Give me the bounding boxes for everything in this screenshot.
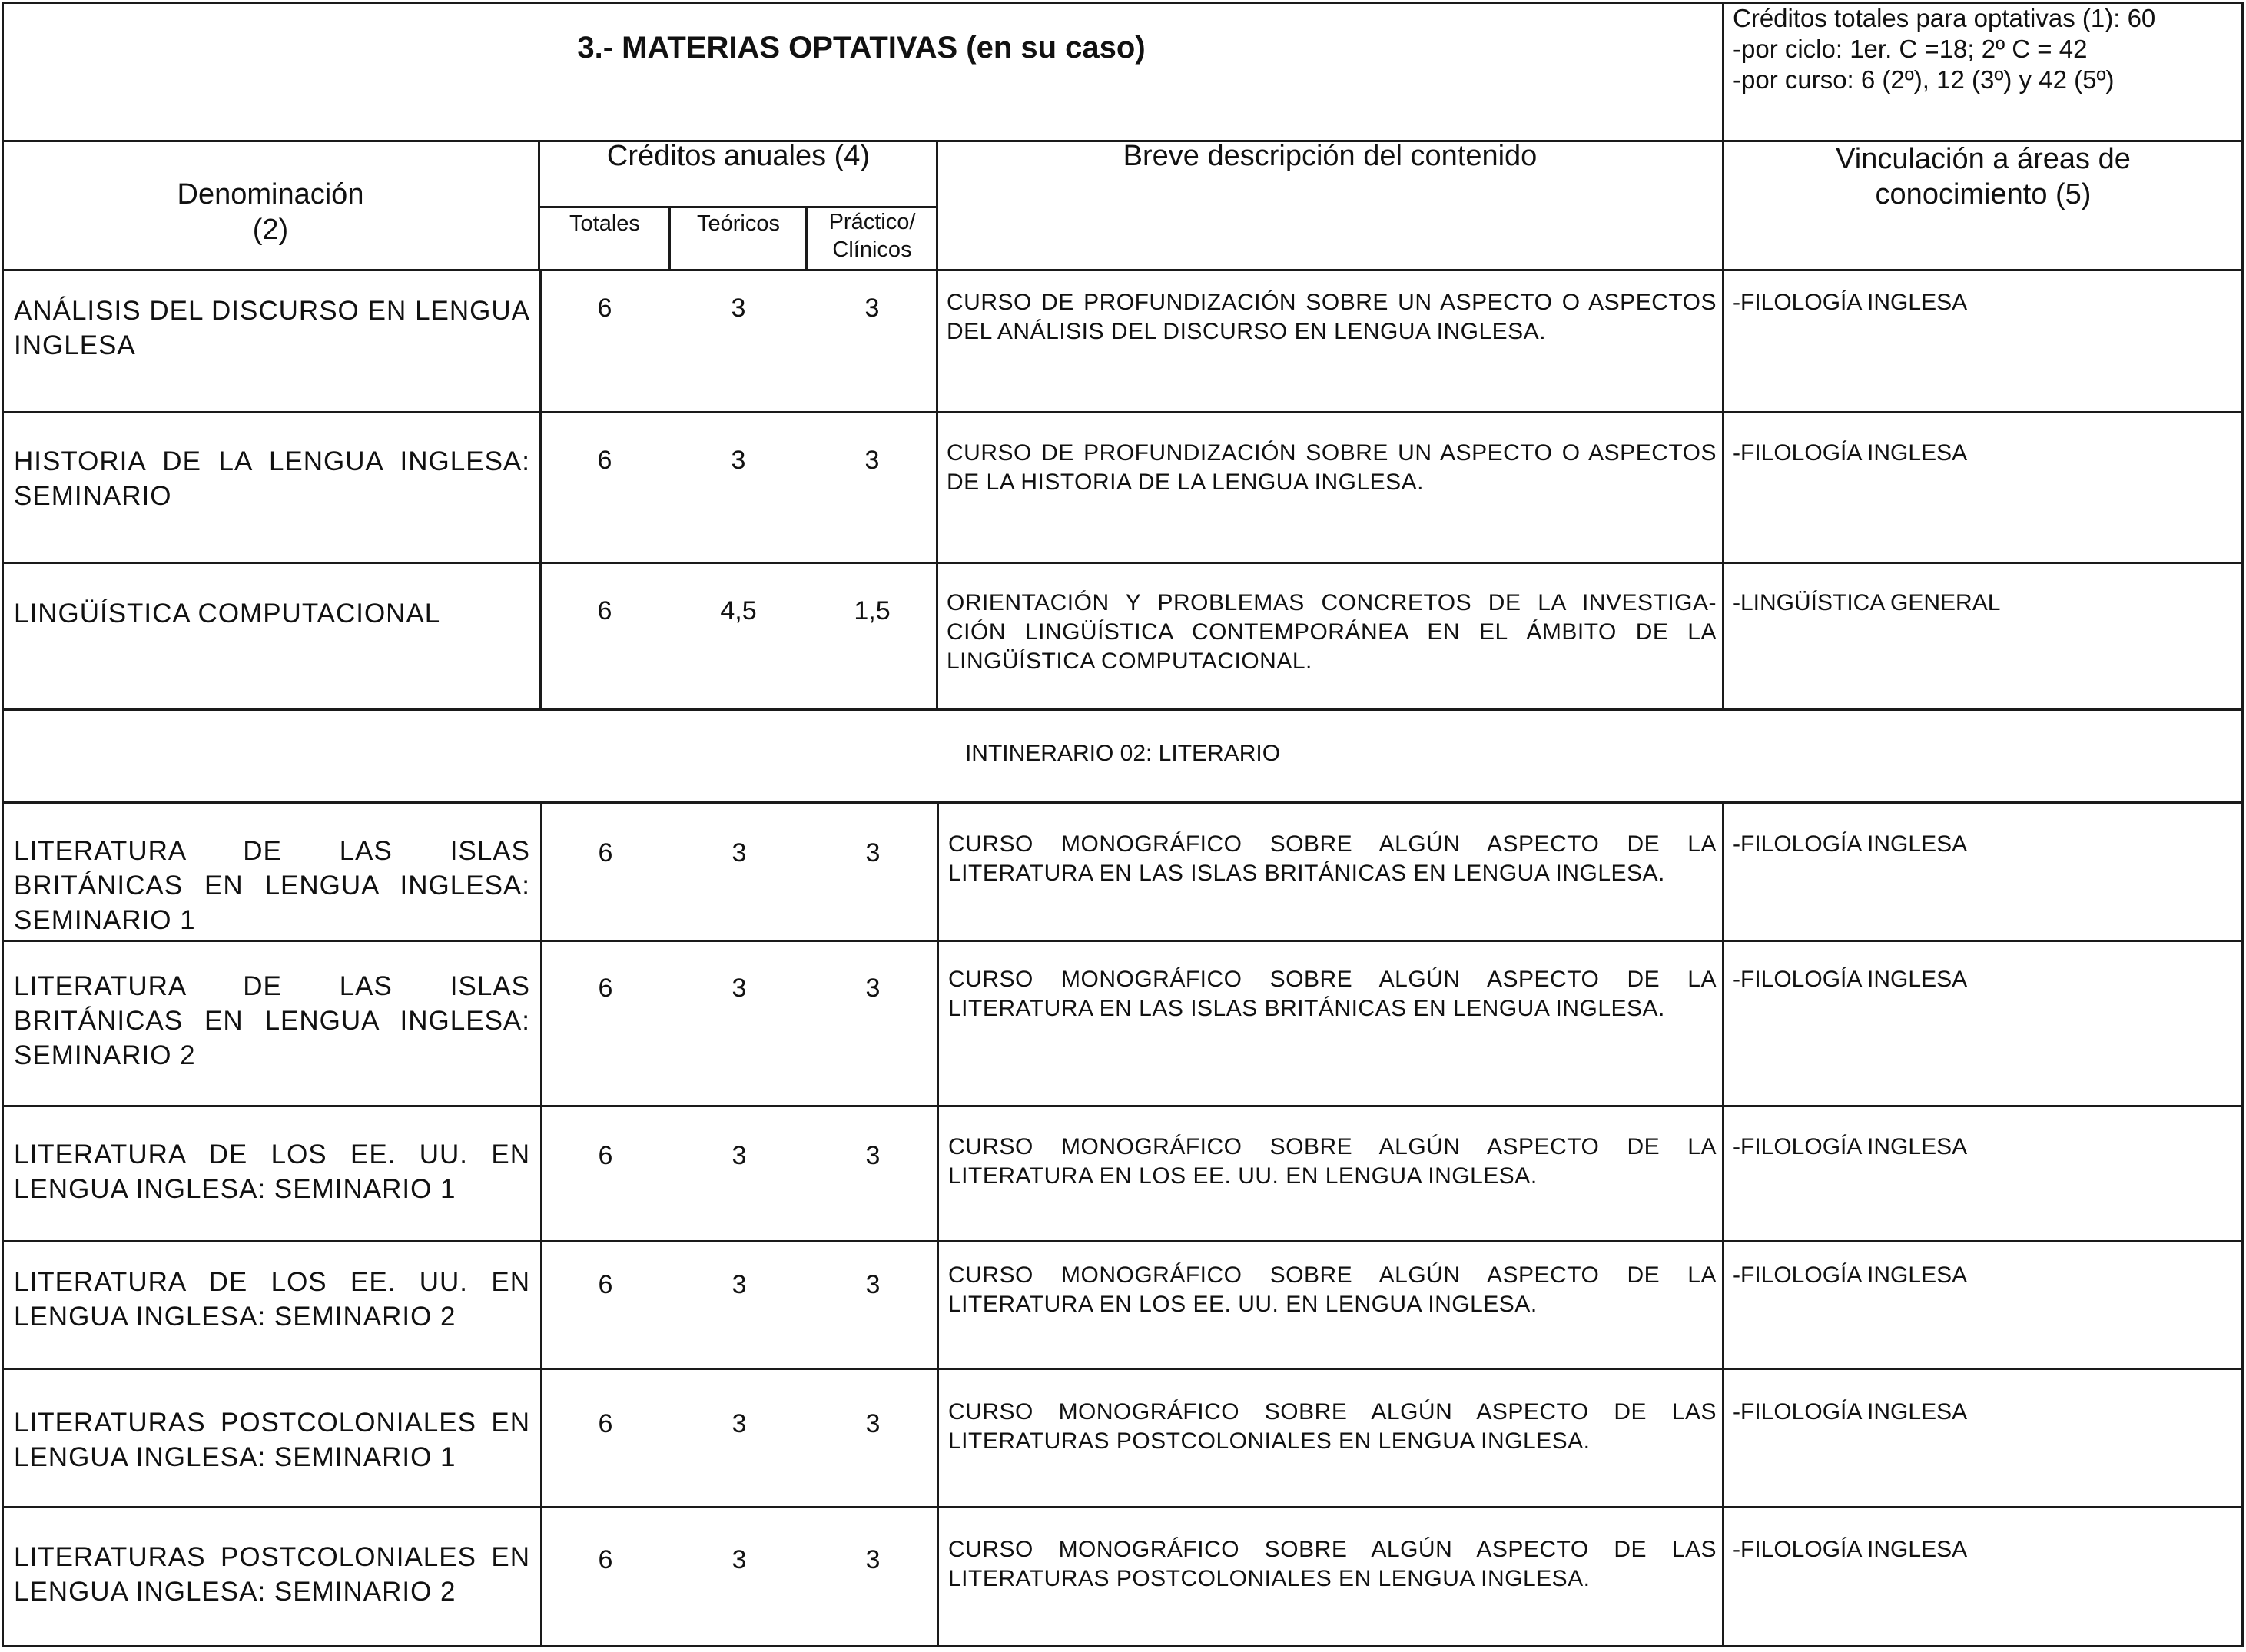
rule-row-4 <box>2 940 2244 942</box>
itinerary-heading: INTINERARIO 02: LITERARIO <box>964 741 1281 766</box>
row-teoricos: 3 <box>732 1141 747 1170</box>
col-teoricos: Teóricos <box>697 211 780 236</box>
col-denominacion-label: Denominación <box>177 178 364 211</box>
row-area: -FILOLOGÍA INGLESA <box>1733 290 1968 315</box>
rule-col-e-s1 <box>1722 269 1724 710</box>
rule-left <box>2 2 4 1647</box>
row-practicos: 3 <box>865 1409 881 1438</box>
totals-note <box>1733 3 2240 95</box>
rule-columns-bottom <box>2 269 2244 271</box>
row-area: -FILOLOGÍA INGLESA <box>1733 967 1968 992</box>
row-area: -FILOLOGÍA INGLESA <box>1733 831 1968 857</box>
rule-row-7 <box>2 1368 2244 1370</box>
col-creditos: Créditos anuales (4) <box>606 140 871 172</box>
row-practicos: 3 <box>865 1545 881 1574</box>
row-totales: 6 <box>597 446 612 475</box>
row-name: ANÁLISIS DEL DISCURSO EN LENGUA INGLESA <box>14 296 530 360</box>
row-descripcion: CURSO MONOGRÁFICO SOBRE ALGÚN ASPECTO DE LA LITERATURA EN LAS ISLAS BRITÁNICAS EN LENGUA INGLESA. <box>948 831 1717 886</box>
col-denominacion-ref: (2) <box>252 214 289 246</box>
row-practicos: 3 <box>865 838 881 867</box>
row-practicos: 3 <box>865 1141 881 1170</box>
row-name: LITERATURA DE LOS EE. UU. EN LENGUA INGLESA: SEMINARIO 1 <box>14 1139 530 1204</box>
row-name: LITERATURA DE LAS ISLAS BRITÁNICAS EN LENGUA INGLESA: SEMINARIO 1 <box>14 836 530 935</box>
rule-row-2 <box>2 562 2244 564</box>
rule-right <box>2241 2 2244 1647</box>
row-totales: 6 <box>598 1545 613 1574</box>
col-vinculacion-line: Vinculación a áreas de <box>1836 143 2131 175</box>
row-totales: 6 <box>598 1141 613 1170</box>
row-practicos: 3 <box>865 1270 881 1299</box>
row-name: LITERATURA DE LAS ISLAS BRITÁNICAS EN LENGUA INGLESA: SEMINARIO 2 <box>14 971 530 1070</box>
row-teoricos: 3 <box>731 446 746 475</box>
col-practicos-line: Clínicos <box>832 237 912 262</box>
row-descripcion: CURSO MONOGRÁFICO SOBRE ALGÚN ASPECTO DE LA LITERATURA EN LAS ISLAS BRITÁNICAS EN LENGUA INGLESA. <box>948 967 1717 1021</box>
row-practicos: 3 <box>864 446 880 475</box>
row-descripcion: CURSO MONOGRÁFICO SOBRE ALGÚN ASPECTO DE LA LITERATURA EN LOS EE. UU. EN LENGUA INGLESA. <box>948 1262 1717 1317</box>
rule-row-1 <box>2 411 2244 413</box>
row-area: -FILOLOGÍA INGLESA <box>1733 1399 1968 1425</box>
row-totales: 6 <box>598 1409 613 1438</box>
rule-col-a-s2 <box>540 801 542 1647</box>
row-name: LITERATURAS POSTCOLONIALES EN LENGUA INGLESA: SEMINARIO 2 <box>14 1542 530 1607</box>
rule-bottom <box>2 1645 2244 1647</box>
col-practicos-line: Práctico/ <box>828 210 916 234</box>
row-descripcion: ORIENTACIÓN Y PROBLEMAS CONCRETOS DE LA INVESTIGA- CIÓN LINGÜÍSTICA CONTEMPORÁNEA EN EL ÁMBITO DE LA LINGÜÍSTICA COMPUTACIONAL. <box>947 590 1717 674</box>
row-name: LITERATURA DE LOS EE. UU. EN LENGUA INGLESA: SEMINARIO 2 <box>14 1267 530 1332</box>
row-teoricos: 3 <box>732 838 747 867</box>
row-practicos: 3 <box>865 974 881 1003</box>
row-area: -LINGÜÍSTICA GENERAL <box>1733 590 2001 615</box>
col-descripcion: Breve descripción del contenido <box>1123 140 1538 172</box>
row-practicos: 1,5 <box>854 596 891 625</box>
col-practicos <box>807 208 937 264</box>
row-descripcion: CURSO MONOGRÁFICO SOBRE ALGÚN ASPECTO DE LAS LITERATURAS POSTCOLONIALES EN LENGUA INGLESA. <box>948 1399 1717 1454</box>
rule-row-6 <box>2 1240 2244 1242</box>
row-area: -FILOLOGÍA INGLESA <box>1733 1134 1968 1159</box>
rule-col-d-s1 <box>936 269 938 710</box>
page-title: 3.- MATERIAS OPTATIVAS (en su caso) <box>577 31 1146 65</box>
row-teoricos: 3 <box>731 294 746 323</box>
rule-row-3 <box>2 708 2244 711</box>
rule-col-d-s2 <box>937 801 939 1647</box>
row-descripcion: CURSO DE PROFUNDIZACIÓN SOBRE UN ASPECTO O ASPECTOS DE LA HISTORIA DE LA LENGUA INGLESA. <box>947 440 1717 495</box>
col-vinculacion <box>1723 141 2243 212</box>
row-descripcion: CURSO MONOGRÁFICO SOBRE ALGÚN ASPECTO DE LAS LITERATURAS POSTCOLONIALES EN LENGUA INGLESA. <box>948 1537 1717 1591</box>
row-descripcion: CURSO DE PROFUNDIZACIÓN SOBRE UN ASPECTO O ASPECTOS DEL ANÁLISIS DEL DISCURSO EN LENGUA INGLESA. <box>947 290 1717 344</box>
rule-header-split <box>1722 2 1724 141</box>
col-denominacion <box>2 177 539 247</box>
row-descripcion: CURSO MONOGRÁFICO SOBRE ALGÚN ASPECTO DE LA LITERATURA EN LOS EE. UU. EN LENGUA INGLESA. <box>948 1134 1717 1189</box>
row-totales: 6 <box>597 294 612 323</box>
row-area: -FILOLOGÍA INGLESA <box>1733 1262 1968 1288</box>
rule-row-5 <box>2 1105 2244 1107</box>
row-area: -FILOLOGÍA INGLESA <box>1733 1537 1968 1562</box>
row-name: LINGÜÍSTICA COMPUTACIONAL <box>14 599 441 629</box>
row-area: -FILOLOGÍA INGLESA <box>1733 440 1968 466</box>
row-teoricos: 3 <box>732 1270 747 1299</box>
row-totales: 6 <box>598 974 613 1003</box>
rule-row-8 <box>2 1506 2244 1508</box>
rule-col-e-s2 <box>1722 801 1724 1647</box>
col-vinculacion-line: conocimiento (5) <box>1875 178 2092 211</box>
rule-itinerary <box>2 801 2244 804</box>
totals-note-line: -por curso: 6 (2º), 12 (3º) y 42 (5º) <box>1733 65 2115 94</box>
row-totales: 6 <box>598 838 613 867</box>
row-totales: 6 <box>598 1270 613 1299</box>
row-name: HISTORIA DE LA LENGUA INGLESA: SEMINARIO <box>14 446 530 511</box>
rule-col-a-s1 <box>539 269 542 710</box>
row-name: LITERATURAS POSTCOLONIALES EN LENGUA INGLESA: SEMINARIO 1 <box>14 1408 530 1472</box>
row-teoricos: 4,5 <box>720 596 757 625</box>
totals-note-line: -por ciclo: 1er. C =18; 2º C = 42 <box>1733 35 2088 63</box>
row-teoricos: 3 <box>732 1409 747 1438</box>
row-totales: 6 <box>597 596 612 625</box>
row-teoricos: 3 <box>732 974 747 1003</box>
col-totales: Totales <box>569 211 640 236</box>
totals-note-line: Créditos totales para optativas (1): 60 <box>1733 4 2156 32</box>
row-teoricos: 3 <box>732 1545 747 1574</box>
row-practicos: 3 <box>864 294 880 323</box>
